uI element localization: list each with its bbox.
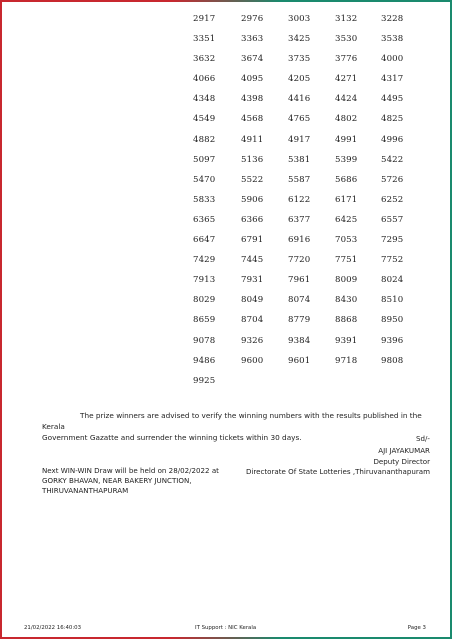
winning-number: 5906	[241, 194, 264, 205]
number-row	[193, 34, 423, 54]
number-row	[193, 295, 423, 315]
winning-number: 4398	[241, 94, 264, 105]
winning-number: 5422	[381, 154, 404, 165]
winning-number: 8704	[241, 315, 264, 326]
winning-number: 5399	[335, 154, 358, 165]
winning-number: 3674	[241, 54, 264, 65]
winning-number: 3530	[335, 34, 358, 45]
number-row	[193, 356, 423, 376]
winning-number: 7913	[193, 275, 216, 286]
winning-number: 7751	[335, 255, 358, 266]
winning-number: 5522	[241, 174, 264, 185]
winning-number: 3425	[288, 34, 311, 45]
winning-number: 2976	[241, 14, 264, 24]
winning-number: 4095	[241, 74, 264, 85]
winning-number: 9384	[288, 335, 311, 346]
winning-number: 9391	[335, 335, 358, 346]
winning-number: 4882	[193, 134, 216, 145]
winning-number: 4348	[193, 94, 216, 105]
winning-number: 7295	[381, 235, 404, 246]
advice-paragraph	[42, 410, 434, 443]
next-draw-notice	[42, 466, 242, 496]
number-row	[193, 235, 423, 255]
winning-number: 6425	[335, 214, 358, 225]
winning-number: 7429	[193, 255, 216, 266]
next-draw-line-3: THIRUVANANTHAPURAM	[42, 486, 129, 495]
winning-number: 8049	[241, 295, 264, 306]
number-row	[193, 376, 423, 396]
winning-number: 4495	[381, 94, 404, 105]
winning-number: 6252	[381, 194, 404, 205]
number-row	[193, 135, 423, 155]
winning-number: 5097	[193, 154, 216, 165]
winning-number: 3363	[241, 34, 264, 45]
winning-number: 4549	[193, 114, 216, 125]
signatory-name: AJI JAYAKUMAR	[378, 446, 430, 455]
winning-number: 2917	[193, 14, 216, 24]
winning-number: 6377	[288, 214, 311, 225]
winning-number: 4825	[381, 114, 404, 125]
winning-number: 9396	[381, 335, 404, 346]
winning-number: 8074	[288, 295, 311, 306]
winning-number: 7445	[241, 255, 264, 266]
number-row	[193, 215, 423, 235]
winning-number: 9486	[193, 355, 216, 366]
winning-number: 3132	[335, 14, 358, 24]
winning-number: 6557	[381, 214, 404, 225]
number-row	[193, 255, 423, 275]
winning-number: 5381	[288, 154, 311, 165]
winning-number: 4911	[241, 134, 264, 145]
winning-number: 5587	[288, 174, 311, 185]
winning-number: 4416	[288, 94, 311, 105]
page-border-top	[0, 0, 452, 2]
signature-sd: Sd/-	[416, 434, 430, 443]
winning-number: 8779	[288, 315, 311, 326]
winning-number: 4568	[241, 114, 264, 125]
winning-number: 5136	[241, 154, 264, 165]
winning-number: 6365	[193, 214, 216, 225]
advice-line-1: The prize winners are advised to verify the winning numbers with the results published in the Kerala	[42, 411, 422, 431]
winning-number: 6647	[193, 235, 216, 246]
winning-number: 4996	[381, 134, 404, 145]
winning-number: 4802	[335, 114, 358, 125]
number-row	[193, 175, 423, 195]
footer-support: IT Support : NIC Kerala	[195, 625, 257, 631]
winning-number: 8430	[335, 295, 358, 306]
winning-number: 6171	[335, 194, 358, 205]
winning-number: 3538	[381, 34, 404, 45]
winning-number: 7752	[381, 255, 404, 266]
winning-number: 9808	[381, 355, 404, 366]
winning-number: 8510	[381, 295, 404, 306]
signatory-office: Directorate Of State Lotteries ,Thiruvananthapuram	[245, 467, 430, 476]
winning-number: 4991	[335, 134, 358, 145]
signatory-designation: Deputy Director	[373, 457, 430, 466]
winning-number: 7720	[288, 255, 311, 266]
number-row	[193, 195, 423, 215]
winning-number: 4000	[381, 54, 404, 65]
winning-number: 3735	[288, 54, 311, 65]
winning-number: 3228	[381, 14, 404, 24]
winning-number: 4765	[288, 114, 311, 125]
next-draw-line-2: GORKY BHAVAN, NEAR BAKERY JUNCTION,	[42, 476, 192, 485]
winning-number: 9600	[241, 355, 264, 366]
number-row	[193, 94, 423, 114]
winning-number: 4917	[288, 134, 311, 145]
footer-page-number: Page 3	[407, 625, 426, 631]
winning-number: 8009	[335, 275, 358, 286]
winning-number: 9718	[335, 355, 358, 366]
winning-number: 5686	[335, 174, 358, 185]
advice-line-2: Government Gazatte and surrender the winning tickets within 30 days.	[42, 433, 302, 442]
winning-numbers-grid	[193, 14, 423, 396]
winning-number: 3632	[193, 54, 216, 65]
winning-number: 6791	[241, 235, 264, 246]
winning-number: 8029	[193, 295, 216, 306]
winning-number: 5833	[193, 194, 216, 205]
winning-number: 9601	[288, 355, 311, 366]
winning-number: 3003	[288, 14, 311, 24]
winning-number: 4271	[335, 74, 358, 85]
number-row	[193, 315, 423, 335]
winning-number: 6122	[288, 194, 311, 205]
winning-number: 8659	[193, 315, 216, 326]
next-draw-line-1: Next WIN-WIN Draw will be held on 28/02/2022 at	[42, 466, 219, 475]
winning-number: 5726	[381, 174, 404, 185]
winning-number: 6916	[288, 235, 311, 246]
number-row	[193, 155, 423, 175]
winning-number: 7053	[335, 235, 358, 246]
number-row	[193, 14, 423, 34]
winning-number: 3776	[335, 54, 358, 65]
winning-number: 9326	[241, 335, 264, 346]
winning-number: 7961	[288, 275, 311, 286]
winning-number: 3351	[193, 34, 216, 45]
number-row	[193, 114, 423, 134]
winning-number: 5470	[193, 174, 216, 185]
number-row	[193, 336, 423, 356]
winning-number: 4066	[193, 74, 216, 85]
winning-number: 9078	[193, 335, 216, 346]
winning-number: 9925	[193, 375, 216, 386]
winning-number: 4317	[381, 74, 404, 85]
footer-timestamp: 21/02/2022 16:40:03	[24, 625, 81, 631]
number-row	[193, 275, 423, 295]
page-border-left	[0, 0, 2, 639]
winning-number: 4205	[288, 74, 311, 85]
number-row	[193, 54, 423, 74]
winning-number: 4424	[335, 94, 358, 105]
winning-number: 6366	[241, 214, 264, 225]
winning-number: 7931	[241, 275, 264, 286]
winning-number: 8024	[381, 275, 404, 286]
winning-number: 8868	[335, 315, 358, 326]
winning-number: 8950	[381, 315, 404, 326]
number-row	[193, 74, 423, 94]
